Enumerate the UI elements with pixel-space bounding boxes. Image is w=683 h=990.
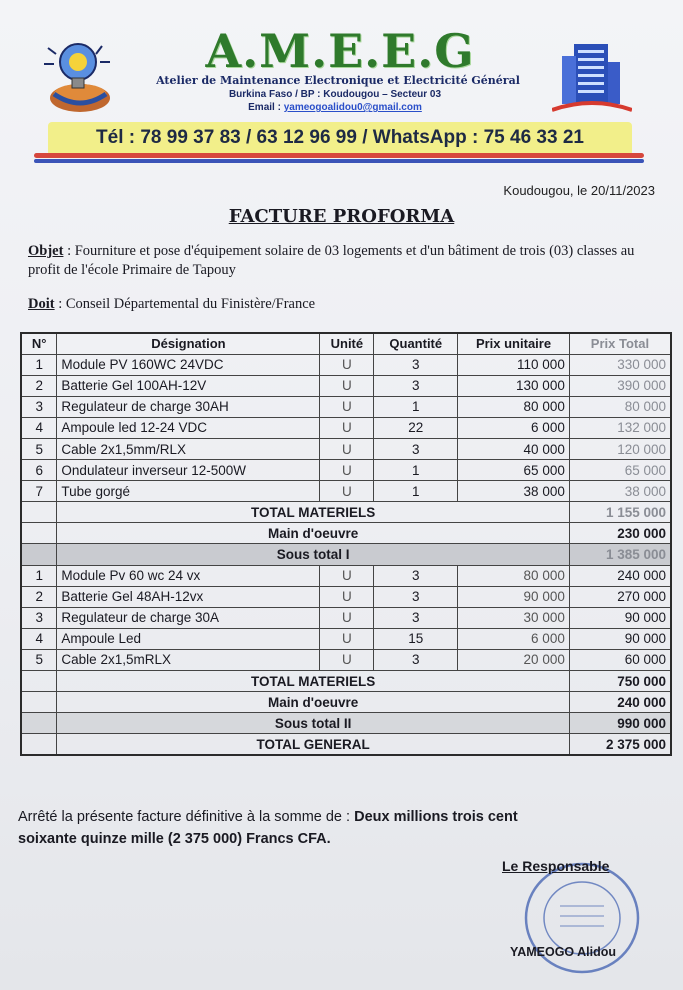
row-prix-unitaire: 110 000 <box>458 354 570 375</box>
total-general-value: 2 375 000 <box>569 734 671 755</box>
row-prix-total: 270 000 <box>569 586 671 607</box>
row-unite: U <box>320 438 374 459</box>
row-prix-total: 120 000 <box>569 438 671 459</box>
row-prix-unitaire: 6 000 <box>458 628 570 649</box>
doit-text: : Conseil Départemental du Finistère/France <box>54 296 316 312</box>
total-materiels-label-2: TOTAL MATERIELS <box>57 671 569 692</box>
row-prix-unitaire: 80 000 <box>458 396 570 417</box>
empty-cell <box>21 713 57 734</box>
empty-cell <box>21 734 57 755</box>
row-quantite: 3 <box>374 354 458 375</box>
total-general-row <box>21 734 671 755</box>
empty-cell <box>21 502 57 523</box>
row-prix-total: 330 000 <box>569 354 671 375</box>
row-unite: U <box>320 375 374 396</box>
row-designation: Ampoule led 12-24 VDC <box>57 417 320 438</box>
signatory-name: YAMEOGO Alidou <box>510 945 617 959</box>
sous-total-row-1 <box>21 544 671 565</box>
row-unite: U <box>320 649 374 670</box>
row-num: 2 <box>21 375 57 396</box>
row-designation: Tube gorgé <box>57 481 320 502</box>
row-prix-total: 132 000 <box>569 417 671 438</box>
table-row <box>21 607 671 628</box>
row-num: 5 <box>21 649 57 670</box>
row-num: 2 <box>21 586 57 607</box>
sous-total-value-2: 990 000 <box>569 713 671 734</box>
row-designation: Ondulateur inverseur 12-500W <box>57 460 320 481</box>
objet-paragraph <box>28 242 656 280</box>
row-quantite: 3 <box>374 607 458 628</box>
table-row <box>21 565 671 586</box>
main-oeuvre-row-1 <box>21 523 671 544</box>
empty-cell <box>21 692 57 713</box>
row-unite: U <box>320 354 374 375</box>
row-prix-unitaire: 40 000 <box>458 438 570 459</box>
company-name: A.M.E.E.G <box>205 24 475 78</box>
row-num: 6 <box>21 460 57 481</box>
empty-cell <box>21 671 57 692</box>
doit-label: Doit <box>28 296 55 312</box>
row-prix-unitaire: 130 000 <box>458 375 570 396</box>
company-email-line <box>150 102 520 113</box>
row-prix-total: 65 000 <box>569 460 671 481</box>
sous-total-label-2: Sous total II <box>57 713 569 734</box>
row-num: 5 <box>21 438 57 459</box>
row-num: 4 <box>21 628 57 649</box>
row-designation: Regulateur de charge 30A <box>57 607 320 628</box>
signatory-title: Le Responsable <box>502 858 610 874</box>
main-oeuvre-label-1: Main d'oeuvre <box>57 523 569 544</box>
header-unite: Unité <box>320 333 374 354</box>
table-row <box>21 628 671 649</box>
row-unite: U <box>320 417 374 438</box>
company-full-name: Atelier de Maintenance Electronique et Electricité Général <box>156 74 520 87</box>
row-num: 1 <box>21 565 57 586</box>
main-oeuvre-value-2: 240 000 <box>569 692 671 713</box>
row-prix-unitaire: 80 000 <box>458 565 570 586</box>
company-address: Burkina Faso / BP : Koudougou – Secteur 03 <box>228 89 442 100</box>
table-row <box>21 586 671 607</box>
objet-label: Objet <box>28 243 64 259</box>
email-link[interactable]: yameogoalidou0@gmail.com <box>283 102 422 113</box>
place-date: Koudougou, le 20/11/2023 <box>503 183 655 198</box>
doit-paragraph <box>28 296 656 313</box>
row-prix-unitaire: 30 000 <box>458 607 570 628</box>
row-unite: U <box>320 460 374 481</box>
main-oeuvre-label-2: Main d'oeuvre <box>57 692 569 713</box>
row-designation: Module Pv 60 wc 24 vx <box>57 565 320 586</box>
closing-amount-words-1: Deux millions trois cent <box>354 809 518 825</box>
row-prix-unitaire: 20 000 <box>458 649 570 670</box>
row-quantite: 22 <box>374 417 458 438</box>
closing-amount-words-2: soixante quinze mille (2 375 000) Francs CFA. <box>18 831 331 847</box>
header-prix-total: Prix Total <box>569 333 671 354</box>
row-designation: Batterie Gel 100AH-12V <box>57 375 320 396</box>
row-quantite: 3 <box>374 565 458 586</box>
row-num: 3 <box>21 607 57 628</box>
main-oeuvre-row-2 <box>21 692 671 713</box>
row-prix-total: 60 000 <box>569 649 671 670</box>
closing-statement <box>18 806 668 850</box>
row-prix-unitaire: 6 000 <box>458 417 570 438</box>
email-label: Email : <box>248 102 281 113</box>
row-quantite: 15 <box>374 628 458 649</box>
row-unite: U <box>320 481 374 502</box>
row-quantite: 3 <box>374 375 458 396</box>
total-materiels-label-1: TOTAL MATERIELS <box>57 502 569 523</box>
row-prix-total: 80 000 <box>569 396 671 417</box>
phone-numbers: Tél : 78 99 37 83 / 63 12 96 99 / WhatsApp : 75 46 33 21 <box>96 127 584 148</box>
row-designation: Module PV 160WC 24VDC <box>57 354 320 375</box>
row-prix-unitaire: 38 000 <box>458 481 570 502</box>
row-designation: Cable 2x1,5mm/RLX <box>57 438 320 459</box>
header-quantite: Quantité <box>374 333 458 354</box>
row-unite: U <box>320 586 374 607</box>
table-row <box>21 460 671 481</box>
table-header-row <box>21 333 671 354</box>
row-num: 4 <box>21 417 57 438</box>
row-unite: U <box>320 628 374 649</box>
table-row <box>21 649 671 670</box>
row-quantite: 1 <box>374 460 458 481</box>
table-row <box>21 417 671 438</box>
row-quantite: 3 <box>374 586 458 607</box>
row-num: 7 <box>21 481 57 502</box>
empty-cell <box>21 544 57 565</box>
header-stripe-red <box>34 153 644 158</box>
row-unite: U <box>320 565 374 586</box>
row-designation: Cable 2x1,5mRLX <box>57 649 320 670</box>
header-prix-unitaire: Prix unitaire <box>458 333 570 354</box>
sous-total-label-1: Sous total I <box>57 544 569 565</box>
row-quantite: 1 <box>374 396 458 417</box>
building-logo-icon <box>552 40 632 116</box>
row-designation: Ampoule Led <box>57 628 320 649</box>
table-row <box>21 481 671 502</box>
total-materiels-row-2 <box>21 671 671 692</box>
row-quantite: 1 <box>374 481 458 502</box>
header-num: N° <box>21 333 57 354</box>
row-num: 1 <box>21 354 57 375</box>
row-designation: Batterie Gel 48AH-12vx <box>57 586 320 607</box>
total-materiels-value-2: 750 000 <box>569 671 671 692</box>
closing-text-1: Arrêté la présente facture définitive à la somme de : <box>18 809 355 825</box>
row-prix-total: 90 000 <box>569 628 671 649</box>
row-quantite: 3 <box>374 438 458 459</box>
main-oeuvre-value-1: 230 000 <box>569 523 671 544</box>
invoice-table <box>20 332 672 756</box>
row-prix-unitaire: 65 000 <box>458 460 570 481</box>
row-num: 3 <box>21 396 57 417</box>
header-stripe-blue <box>34 159 644 163</box>
sous-total-value-1: 1 385 000 <box>569 544 671 565</box>
empty-cell <box>21 523 57 544</box>
row-prix-total: 240 000 <box>569 565 671 586</box>
total-general-label: TOTAL GENERAL <box>57 734 569 755</box>
lightbulb-logo-icon <box>40 34 118 116</box>
total-materiels-row-1 <box>21 502 671 523</box>
sous-total-row-2 <box>21 713 671 734</box>
total-materiels-value-1: 1 155 000 <box>569 502 671 523</box>
table-row <box>21 438 671 459</box>
row-prix-total: 38 000 <box>569 481 671 502</box>
row-unite: U <box>320 396 374 417</box>
header-designation: Désignation <box>57 333 320 354</box>
row-designation: Regulateur de charge 30AH <box>57 396 320 417</box>
row-prix-unitaire: 90 000 <box>458 586 570 607</box>
table-row <box>21 375 671 396</box>
row-unite: U <box>320 607 374 628</box>
objet-text: : Fourniture et pose d'équipement solaire de 03 logements et d'un bâtiment de trois (03) classes au profit de l'école Primaire de Tapouy <box>28 243 635 278</box>
row-prix-total: 390 000 <box>569 375 671 396</box>
row-quantite: 3 <box>374 649 458 670</box>
table-row <box>21 354 671 375</box>
row-prix-total: 90 000 <box>569 607 671 628</box>
table-row <box>21 396 671 417</box>
document-title: FACTURE PROFORMA <box>228 206 455 227</box>
